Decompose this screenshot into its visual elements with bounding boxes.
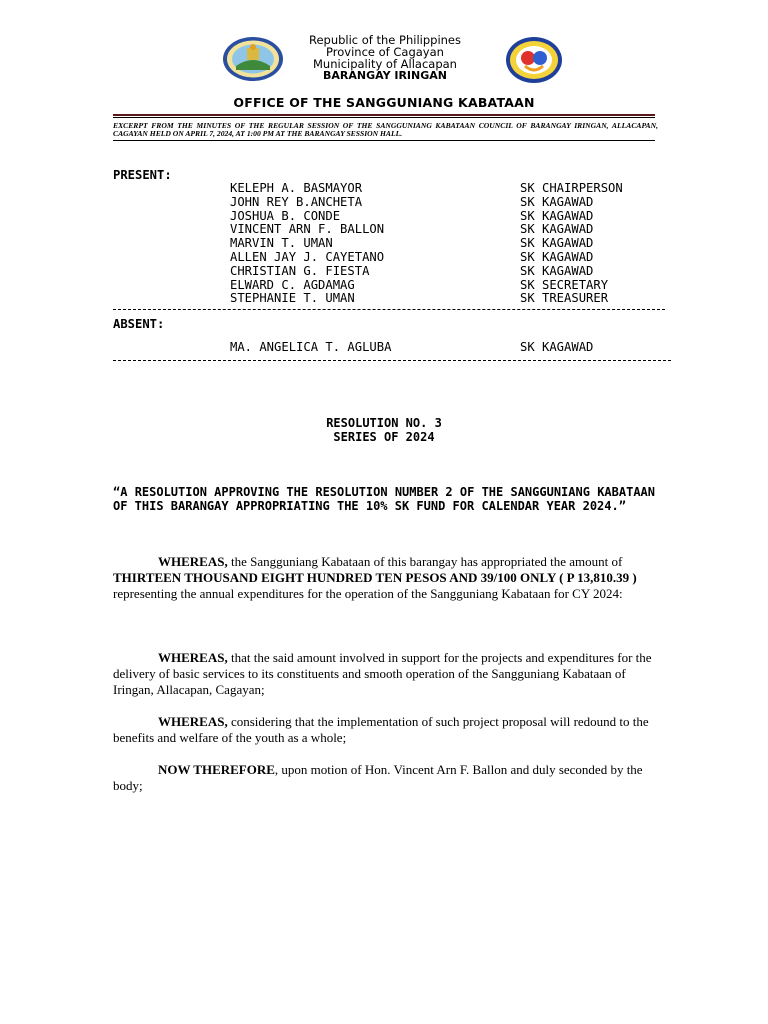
member-position: SK SECRETARY xyxy=(520,277,609,292)
absent-divider xyxy=(113,360,671,361)
member-name: VINCENT ARN F. BALLON xyxy=(230,222,385,237)
present-label: PRESENT: xyxy=(113,168,172,182)
paragraph-1-text: the Sangguniang Kabataan of this barangay has appropriated the amount of xyxy=(227,554,623,569)
paragraph-1-text-end: representing the annual expenditures for the operation of the Sangguniang Kabataan for CY 2024: xyxy=(113,586,623,601)
member-position: SK KAGAWAD xyxy=(520,263,594,278)
header-rule-bottom xyxy=(113,117,655,118)
present-member-row xyxy=(230,292,670,306)
header-country: Republic of the Philippines xyxy=(308,33,462,47)
member-name: MARVIN T. UMAN xyxy=(230,236,333,251)
member-position: SK KAGAWAD xyxy=(520,249,594,264)
excerpt-rule xyxy=(113,140,655,141)
absent-member-row xyxy=(230,341,670,355)
header-barangay: BARANGAY IRINGAN xyxy=(323,69,447,82)
present-member-row xyxy=(230,237,670,251)
present-list xyxy=(230,182,670,306)
office-title: OFFICE OF THE SANGGUNIANG KABATAAN xyxy=(233,95,535,110)
resolution-series: SERIES OF 2024 xyxy=(333,430,435,444)
paragraph-3 xyxy=(113,714,658,746)
paragraph-3-text: considering that the implementation of such project proposal will redound to the benefits and welfare of the youth as a whole; xyxy=(113,714,649,745)
absent-list xyxy=(230,341,670,355)
paragraph-1-lead: WHEREAS, xyxy=(158,554,228,569)
member-position: SK KAGAWAD xyxy=(520,222,594,237)
member-position: SK CHAIRPERSON xyxy=(520,181,623,195)
member-name: ALLEN JAY J. CAYETANO xyxy=(230,249,385,264)
sk-seal-icon xyxy=(505,36,563,84)
member-name: MA. ANGELICA T. AGLUBA xyxy=(230,340,392,354)
member-name: JOSHUA B. CONDE xyxy=(230,208,341,223)
absent-label: ABSENT: xyxy=(113,317,165,331)
header-municipality: Municipality of Allacapan xyxy=(313,57,457,71)
header-rule-top xyxy=(113,114,655,116)
member-name: KELEPH A. BASMAYOR xyxy=(230,181,363,195)
present-member-row xyxy=(230,279,670,293)
member-name: STEPHANIE T. UMAN xyxy=(230,291,355,306)
paragraph-2-text: that the said amount involved in support for the projects and expenditures for the delivery of basic services to its constituents and smooth operation of the Sangguniang Kabataan of Iringan, Allacapan, Cagayan; xyxy=(113,650,652,697)
member-position: SK TREASURER xyxy=(520,291,609,306)
present-member-row xyxy=(230,210,670,224)
paragraph-4-lead: NOW THEREFORE xyxy=(158,762,275,777)
header-block xyxy=(270,34,500,82)
present-member-row xyxy=(230,196,670,210)
present-member-row xyxy=(230,265,670,279)
member-position: SK KAGAWAD xyxy=(520,208,594,223)
resolution-title: “A RESOLUTION APPROVING THE RESOLUTION NUMBER 2 OF THE SANGGUNIANG KABATAAN OF THIS BARANGAY APPROPRIATING THE 10% SK FUND FOR CALENDAR YEAR 2024.” xyxy=(113,485,655,513)
member-position: SK KAGAWAD xyxy=(520,194,594,209)
member-name: ELWARD C. AGDAMAG xyxy=(230,277,355,292)
member-position: SK KAGAWAD xyxy=(520,340,594,354)
present-member-row xyxy=(230,251,670,265)
minutes-excerpt: EXCERPT FROM THE MINUTES OF THE REGULAR SESSION OF THE SANGGUNIANG KABATAAN COUNCIL OF BARANGAY IRINGAN, ALLACAPAN, CAGAYAN HELD ON APRIL 7, 2024, AT 1:00 PM AT THE BARANGAY SESSION HALL. xyxy=(113,121,658,138)
resolution-number: RESOLUTION NO. 3 xyxy=(326,416,442,430)
present-member-row xyxy=(230,182,670,196)
present-member-row xyxy=(230,223,670,237)
paragraph-4-text: , upon motion of Hon. Vincent Arn F. Ballon and duly seconded by the body; xyxy=(113,762,643,793)
paragraph-2-lead: WHEREAS, xyxy=(158,650,228,665)
header-province: Province of Cagayan xyxy=(326,45,444,59)
paragraph-1 xyxy=(113,554,658,602)
paragraph-2 xyxy=(113,650,658,698)
member-name: CHRISTIAN G. FIESTA xyxy=(230,263,370,278)
member-name: JOHN REY B.ANCHETA xyxy=(230,194,363,209)
member-position: SK KAGAWAD xyxy=(520,236,594,251)
paragraph-4 xyxy=(113,762,658,794)
paragraph-3-lead: WHEREAS, xyxy=(158,714,228,729)
paragraph-1-amount: THIRTEEN THOUSAND EIGHT HUNDRED TEN PESOS AND 39/100 ONLY ( P 13,810.39 ) xyxy=(113,570,637,585)
present-divider xyxy=(113,309,665,310)
